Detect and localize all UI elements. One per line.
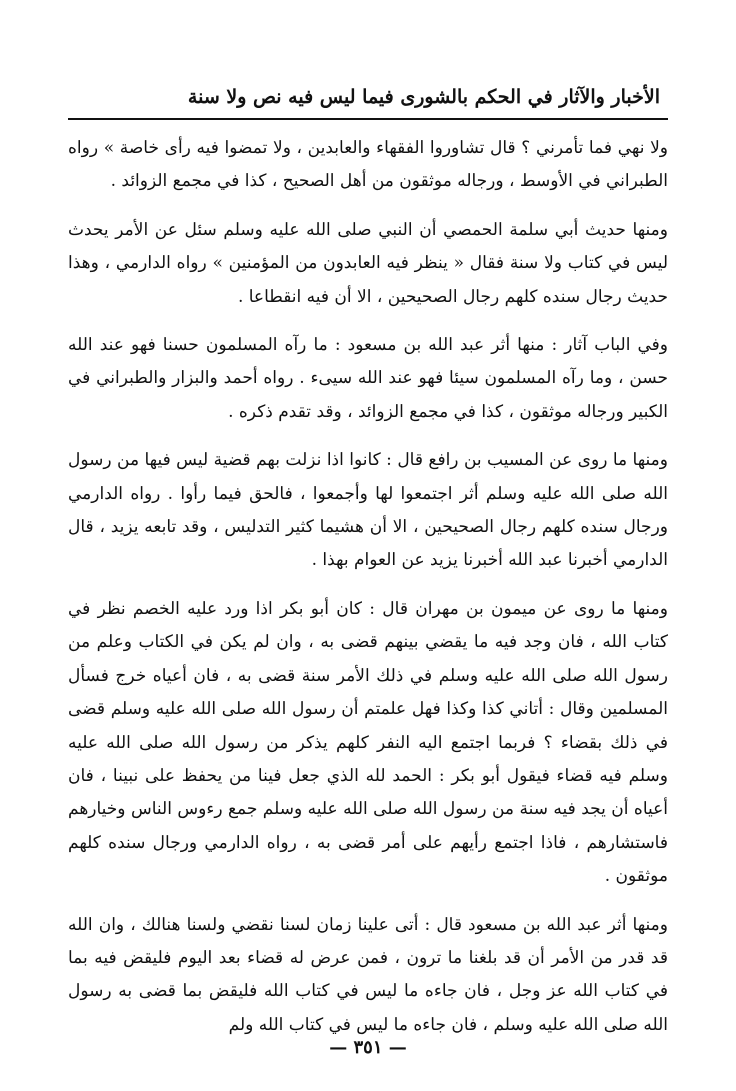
paragraph: وفي الباب آثار : منها أثر عبد الله بن مسعود : ما رآه المسلمون حسنا فهو عند الله حسن ، وما رآه المسلمون سيئا فهو عند الله سيىء . رواه أحمد والبزار والطبراني في الكبير ورجاله موثقون ، كذا في مجمع الزوائد ، وقد تقدم ذكره . [68,335,669,422]
paragraph: ولا نهي فما تأمرني ؟ قال تشاوروا الفقهاء والعابدين ، ولا تمضوا فيه رأى خاصة » رواه الطبراني في الأوسط ، ورجاله موثقون من أهل الصحيح ، كذا في مجمع الزوائد . [68,138,668,192]
paragraph: ومنها أثر عبد الله بن مسعود قال : أتى علينا زمان لسنا نقضي ولسنا هنالك ، وان الله قد قدر من الأمر أن قد بلغنا ما ترون ، فمن عرض له قضاء بعد اليوم فليقض فيه بما في كتاب الله عز وجل ، فان جاءه ما ليس في كتاب الله فليقض بما قضى به رسول الله صلى الله عليه وسلم ، فان جاءه ما ليس في كتاب الله ولم [68,914,668,1035]
running-header-title: الأخبار والآثار في الحكم بالشورى فيما ليس فيه نص ولا سنة [187,86,660,108]
paragraph: ومنها ما روى عن المسيب بن رافع قال : كانوا اذا نزلت بهم قضية ليس فيها من رسول الله صلى الله عليه وسلم أثر اجتمعوا لها وأجمعوا ، فالحق فيما رأوا . رواه الدارمي ورجال سنده كلهم رجال الصحيحين ، الا أن هشيما كثير التدليس ، وقد تابعه يزيد ، قال الدارمي أخبرنا عبد الله أخبرنا يزيد عن العوام بهذا . [68,450,668,571]
paragraph: ومنها ما روى عن ميمون بن مهران قال : كان أبو بكر اذا ورد عليه الخصم نظر في كتاب الله ، فان وجد فيه ما يقضي بينهم قضى به ، وان لم يكن في الكتاب وعلم من رسول الله صلى الله عليه وسلم في ذلك الأمر سنة قضى به ، فان أعياه خرج فسأل المسلمين وقال : أتاني كذا وكذا فهل علمتم أن رسول الله صلى الله عليه وسلم قضى في ذلك بقضاء ؟ فربما اجتمع اليه النفر كلهم يذكر من رسول الله صلى الله عليه وسلم فيه قضاء فيقول أبو بكر : الحمد لله الذي جعل فينا من يحفظ على نبينا ، فان أعياه أن يجد فيه سنة من رسول الله صلى الله عليه وسلم جمع رءوس الناس وخيارهم فاستشارهم ، فاذا اجتمع رأيهم على أمر قضى به ، رواه الدارمي ورجال سنده كلهم موثقون . [68,598,668,887]
header-rule [68,118,668,120]
page-number: — ٣٥١ — [329,1037,407,1058]
body-text [68,132,668,1057]
paragraph: ومنها حديث أبي سلمة الحمصي أن النبي صلى الله عليه وسلم سئل عن الأمر يحدث ليس في كتاب ولا سنة فقال « ينظر فيه العابدون من المؤمنين » رواه الدارمي ، وهذا حديث رجال سنده كلهم رجال الصحيحين ، الا أن فيه انقطاعا . [68,219,668,307]
